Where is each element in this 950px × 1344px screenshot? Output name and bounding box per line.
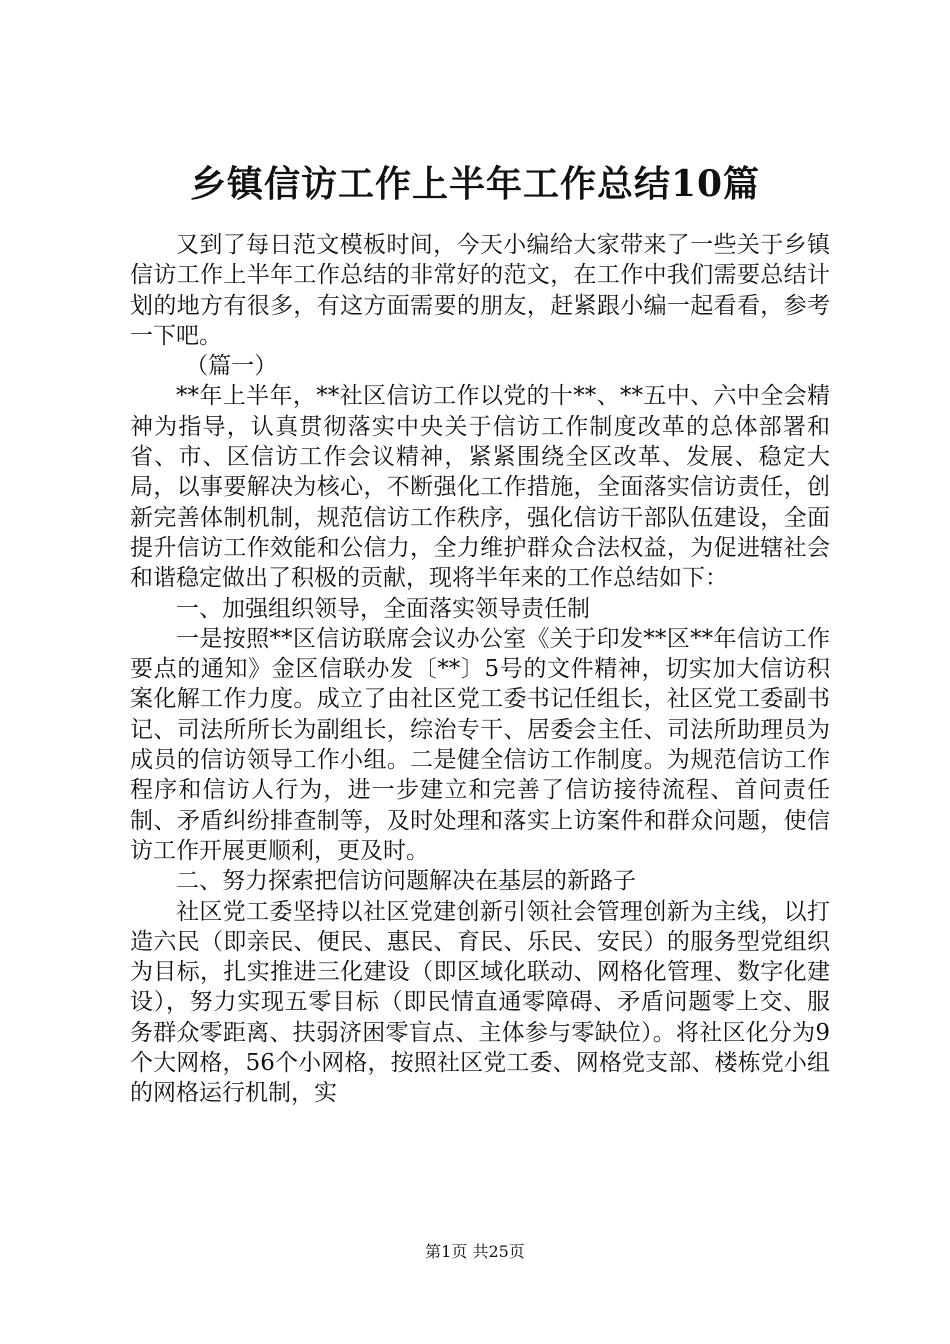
document-body [130, 230, 830, 1109]
section-heading-2: 二、努力探索把信访问题解决在基层的新路子 [176, 868, 636, 895]
intro-paragraph: 又到了每日范文模板时间，今天小编给大家带来了一些关于乡镇信访工作上半年工作总结的非常好的范文，在工作中我们需要总结计划的地方有很多，有这方面需要的朋友，赶紧跟小编一起看看，参考一下吧。 [130, 232, 830, 349]
summary-paragraph: **年上半年，**社区信访工作以党的十**、**五中、六中全会精神为指导，认真贯彻落实中央关于信访工作制度改革的总体部署和省、市、区信访工作会议精神，紧紧围绕全区改革、发展、稳定大局，以事要解决为核心，不断强化工作措施，全面落实信访责任，创新完善体制机制，规范信访工作秩序，强化信访干部队伍建设，全面提升信访工作效能和公信力，全力维护群众合法权益，为促进辖社会和谐稳定做出了积极的贡献，现将半年来的工作总结如下： [130, 383, 830, 592]
section-1-paragraph: 一是按照**区信访联席会议办公室《关于印发**区**年信访工作要点的通知》金区信联办发〔**〕5号的文件精神，切实加大信访积案化解工作力度。成立了由社区党工委书记任组长，社区党工委副书记、司法所所长为副组长，综治专干、居委会主任、司法所助理员为成员的信访领导工作小组。二是健全信访工作制度。为规范信访工作程序和信访人行为，进一步建立和完善了信访接待流程、首问责任制、矛盾纠纷排查制等，及时处理和落实上访案件和群众问题，使信访工作开展更顺利，更及时。 [130, 625, 830, 864]
part-label: （篇一） [185, 353, 278, 380]
section-heading-1: 一、加强组织领导，全面落实领导责任制 [176, 595, 590, 622]
document-title: 乡镇信访工作上半年工作总结10篇 [189, 163, 761, 205]
page-footer: 第1页 共25页 [425, 1242, 525, 1261]
section-2-paragraph: 社区党工委坚持以社区党建创新引领社会管理创新为主线，以打造六民（即亲民、便民、惠民、育民、乐民、安民）的服务型党组织为目标，扎实推进三化建设（即区域化联动、网格化管理、数字化建设），努力实现五零目标（即民情直通零障碍、矛盾问题零上交、服务群众零距离、扶弱济困零盲点、主体参与零缺位）。将社区化分为9个大网格，56个小网格，按照社区党工委、网格党支部、楼栋党小组的网格运行机制，实 [130, 898, 830, 1107]
